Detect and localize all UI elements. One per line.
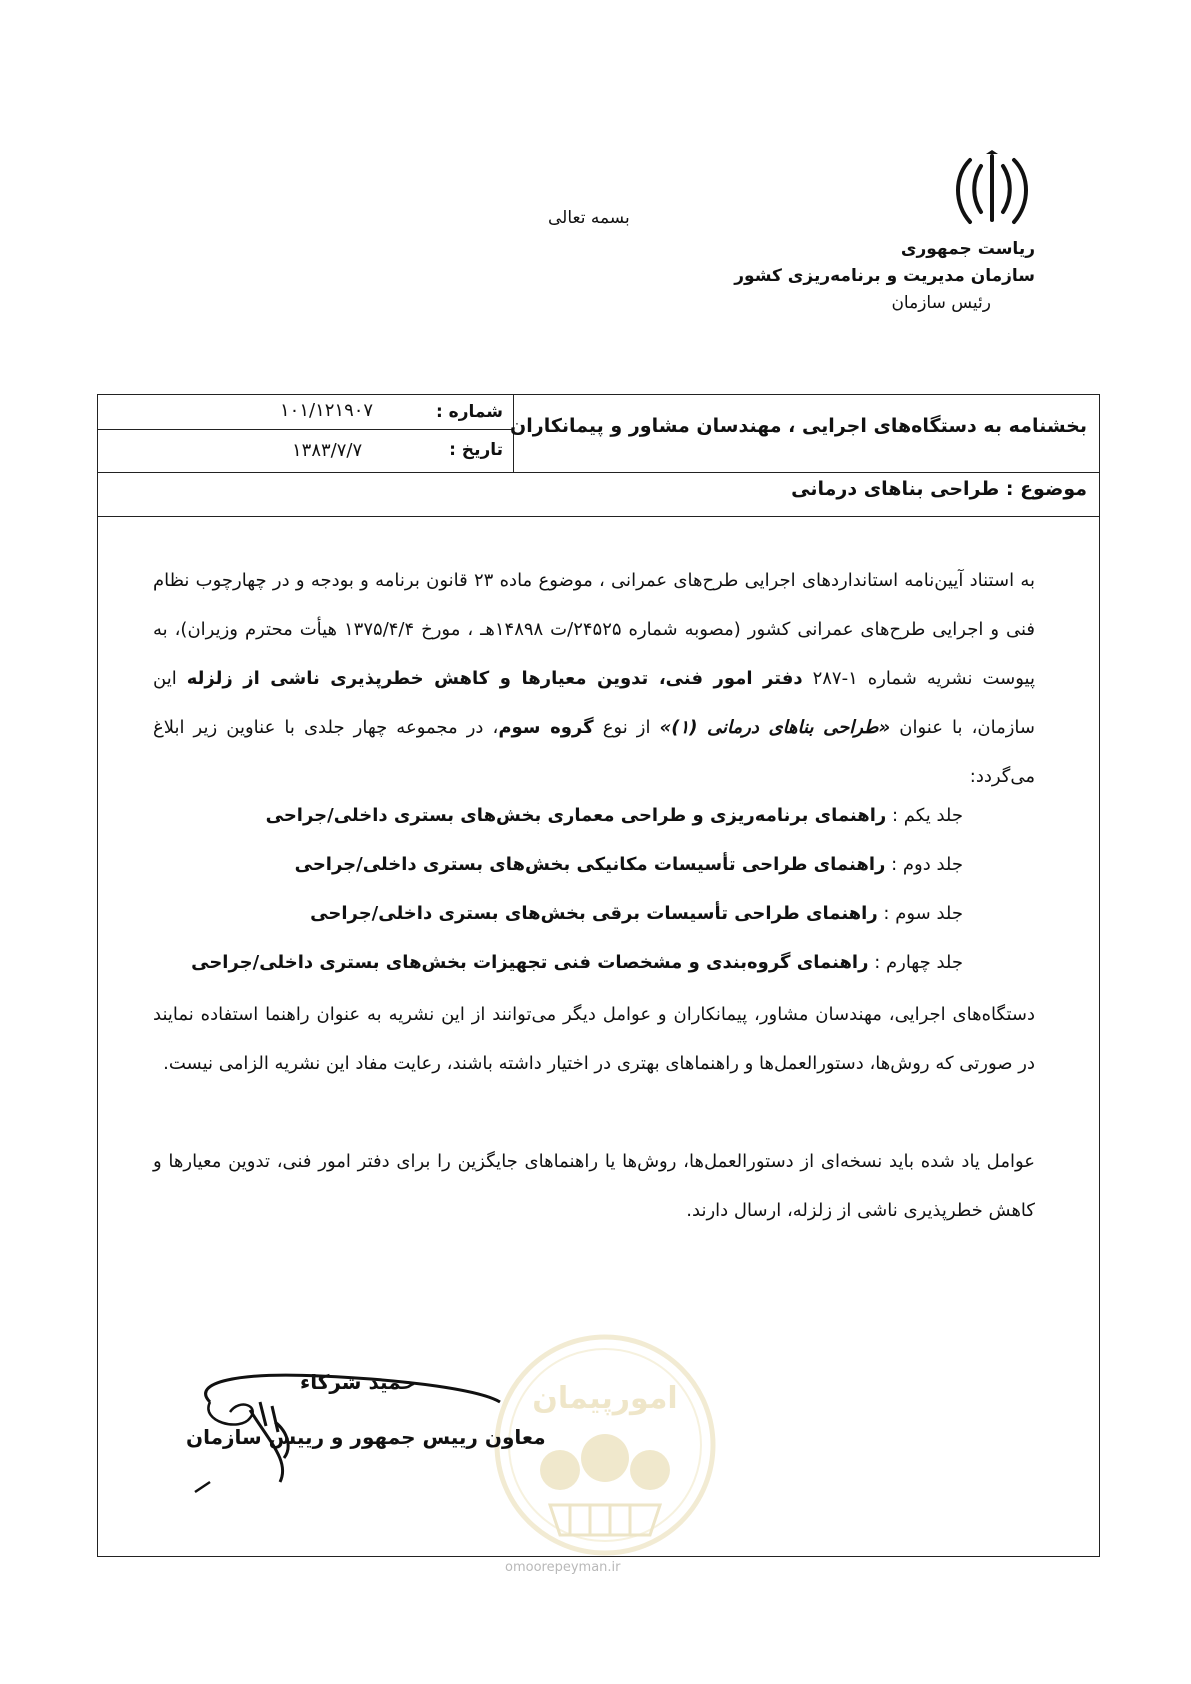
date-label: تاریخ : [449, 440, 503, 460]
signatory-title: معاون رییس جمهور و رییس سازمان [186, 1425, 546, 1449]
organization-head: رئیس سازمان [891, 293, 991, 313]
header-divider [97, 472, 1100, 473]
stamp-text: امورپیمان [532, 1381, 678, 1416]
addressee: بخشنامه به دستگاه‌های اجرایی ، مهندسان مشاور و پیمانکاران [510, 415, 1087, 437]
bismillah: بسمه تعالی [548, 208, 630, 228]
intro-text-4: ، در مجموعه چهار جلدی با عناوین زیر ابلاغ می‌گردد: [153, 717, 1035, 787]
submission-paragraph: عوامل یاد شده باید نسخه‌ای از دستورالعمل‌ها، روش‌ها یا راهنماهای جایگزین را برای دفتر امور فنی، تدوین معیارها و کاهش خطرپذیری ناشی از زلزله، ارسال دارند. [153, 1151, 1035, 1221]
intro-text-3: از نوع [602, 717, 651, 738]
organization-name: سازمان مدیریت و برنامه‌ریزی کشور [734, 266, 1035, 286]
list-item: جلد دوم : راهنمای طراحی تأسیسات مکانیکی بخش‌های بستری داخلی/جراحی [294, 854, 963, 875]
list-item: جلد سوم : راهنمای طراحی تأسیسات برقی بخش‌های بستری داخلی/جراحی [310, 903, 963, 924]
number-label: شماره : [435, 402, 503, 422]
presidency-title: ریاست جمهوری [900, 239, 1035, 259]
subject-divider [97, 516, 1100, 517]
signatory-name: حمید شرکاء [300, 1370, 416, 1394]
subject-line: موضوع : طراحی بناهای درمانی [791, 478, 1087, 500]
watermark-website: omoorepeyman.ir [505, 1560, 621, 1575]
list-item: جلد چهارم : راهنمای گروه‌بندی و مشخصات فنی تجهیزات بخش‌های بستری داخلی/جراحی [191, 952, 963, 973]
number-value: ۱۰۱/۱۲۱۹۰۷ [280, 400, 374, 421]
list-item: جلد یکم : راهنمای برنامه‌ریزی و طراحی معماری بخش‌های بستری داخلی/جراحی [265, 805, 963, 826]
iran-emblem-icon [948, 150, 1036, 234]
intro-text-2: این سازمان، با عنوان [153, 668, 1035, 738]
group-bold: گروه سوم [498, 717, 594, 738]
intro-paragraph [153, 556, 1035, 801]
office-name-bold: دفتر امور فنی، تدوین معیارها و کاهش خطرپذیری ناشی از زلزله [186, 668, 803, 689]
publication-title: «طراحی بناهای درمانی (۱)» [659, 717, 891, 738]
meta-row-divider [97, 429, 513, 430]
usage-paragraph: دستگاه‌های اجرایی، مهندسان مشاور، پیمانکاران و عوامل دیگر می‌توانند از این نشریه به عنوان راهنما استفاده نمایند در صورتی که روش‌ها، دستورالعمل‌ها و راهنماهای بهتری در اختیار داشته باشند، رعایت مفاد این نشریه الزامی نیست. [153, 1004, 1035, 1074]
intro-text-1: به استناد آیین‌نامه استانداردهای اجرایی طرح‌های عمرانی ، موضوع ماده ۲۳ قانون برنامه و بودجه و در چهارچوب نظام فنی و اجرایی طرح‌های عمرانی کشور (مصوبه شماره ۲۴۵۲۵/ت ۱۴۸۹۸هـ ، مورخ ۱۳۷۵/۴/۴ هیأت محترم وزیران)، به پیوست نشریه شماره ۱-۲۸۷ [153, 570, 1036, 689]
date-value: ۱۳۸۳/۷/۷ [292, 440, 363, 461]
